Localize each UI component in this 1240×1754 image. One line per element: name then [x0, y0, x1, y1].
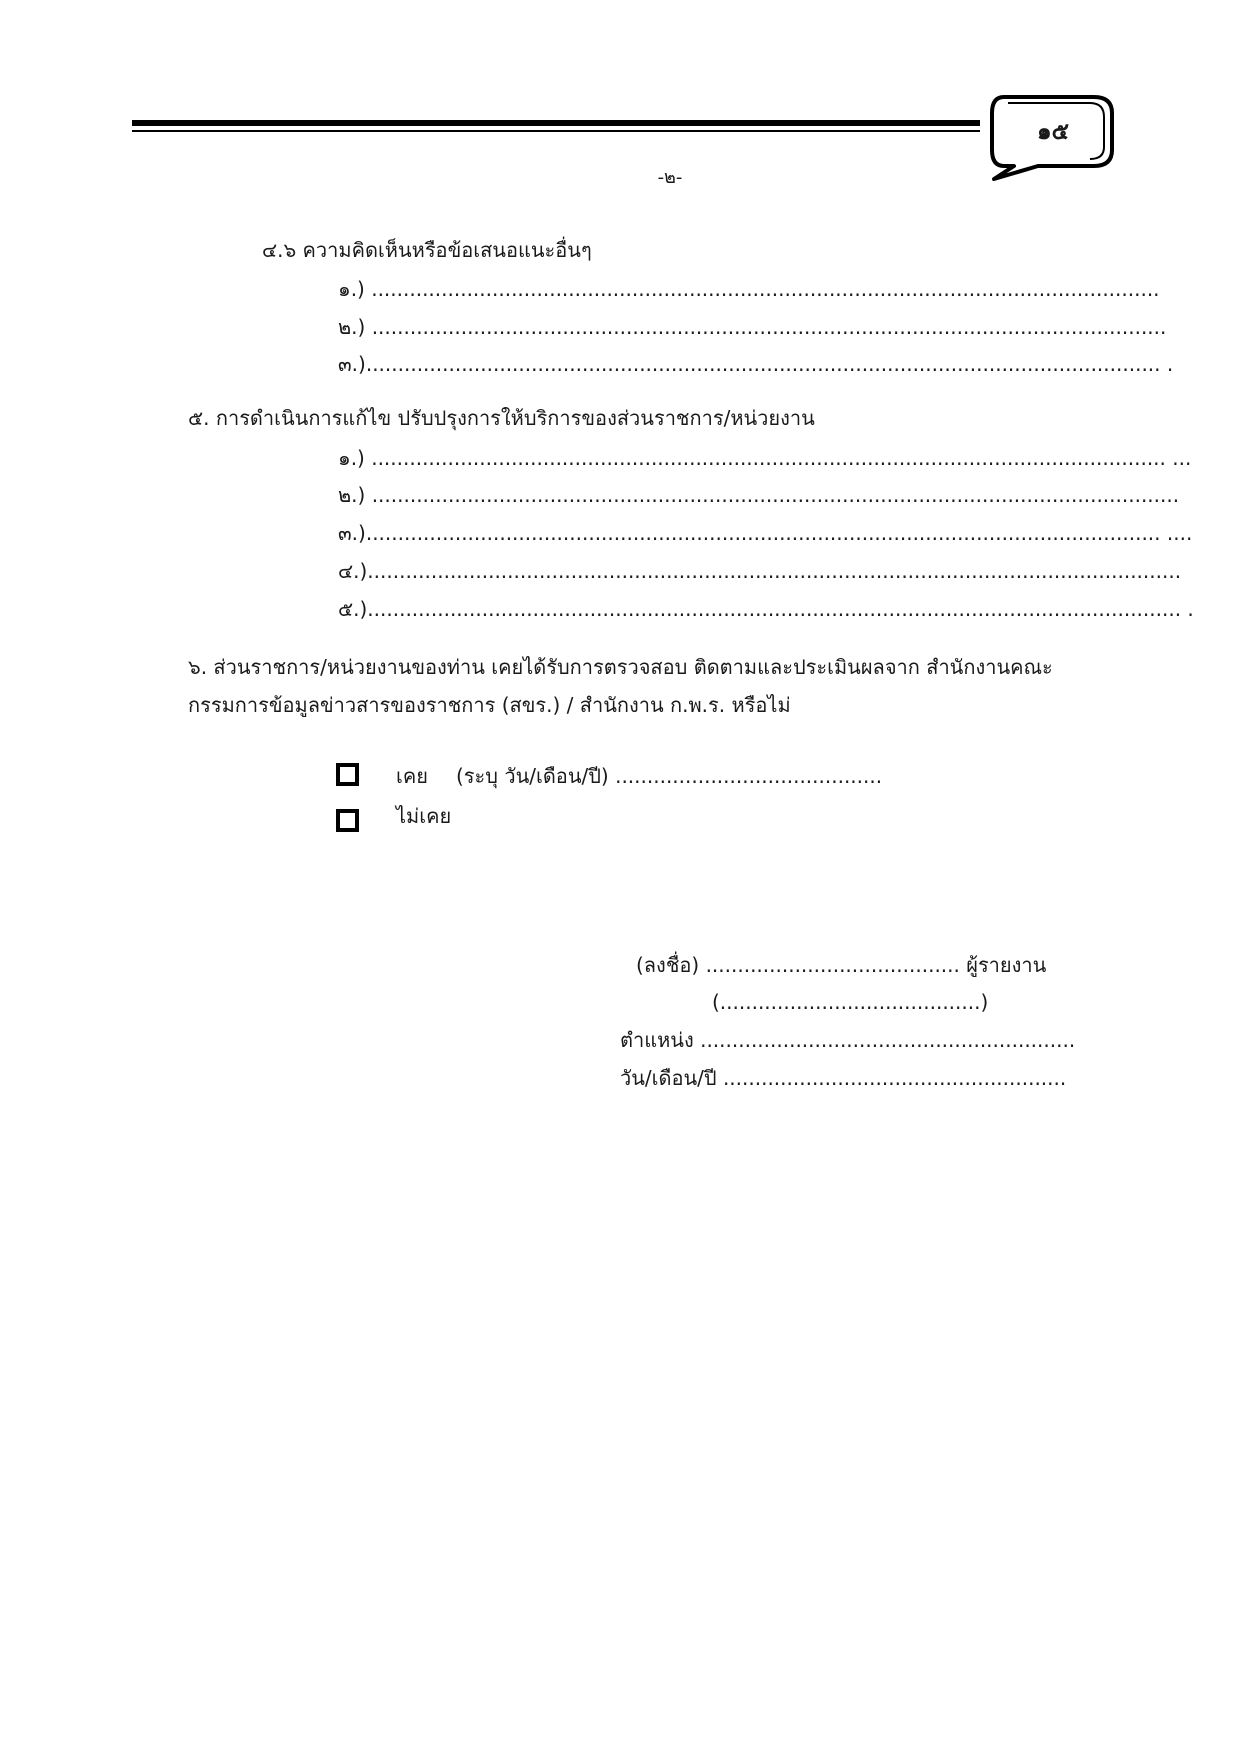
list-item: ๒.) ............................................................................................................................. — [338, 315, 1167, 339]
list-item: ๓.)............................................................................................................................. . — [338, 352, 1174, 376]
signature-name-line: (.........................................) — [712, 990, 989, 1014]
option-yes-detail: (ระบุ วัน/เดือน/ปี) .......................................... — [456, 764, 883, 788]
page-badge: ๑๕ — [1036, 119, 1069, 145]
list-item: ๑.) ............................................................................................................................ — [338, 277, 1160, 301]
checkbox-yes[interactable] — [336, 763, 359, 786]
section-4-6-heading: ๔.๖ ความคิดเห็นหรือข้อเสนอแนะอื่นๆ — [262, 238, 592, 262]
section-5-heading: ๕. การดำเนินการแก้ไข ปรับปรุงการให้บริการของส่วนราชการ/หน่วยงาน — [188, 406, 815, 430]
list-item: ๔.)................................................................................................................................ — [338, 559, 1182, 583]
header-rule-thin — [132, 130, 980, 132]
list-item: ๒.) ............................................................................................................................... — [338, 483, 1180, 507]
section-6-question: ๖. ส่วนราชการ/หน่วยงานของท่าน เคยได้รับการตรวจสอบ ติดตามและประเมินผลจาก สำนักงานคณะกรรมการข้อมูลข่าวสารของราชการ (สขร.) / สำนักงาน ก.พ.ร. หรือไม่ — [188, 655, 1053, 717]
option-yes-label: เคย — [396, 764, 428, 788]
list-item: ๓.)............................................................................................................................. .... — [338, 521, 1193, 545]
list-item: ๕.)................................................................................................................................ . — [338, 597, 1194, 621]
page-number: -๒- — [657, 167, 683, 188]
signature-date-line: วัน/เดือน/ปี ...................................................... — [620, 1066, 1067, 1090]
list-item: ๑.) ............................................................................................................................. ... — [338, 446, 1192, 470]
header-rule-thick — [132, 120, 980, 126]
signature-position-line: ตำแหน่ง ........................................................... — [620, 1028, 1076, 1052]
option-no-label: ไม่เคย — [396, 804, 452, 828]
checkbox-no[interactable] — [336, 809, 359, 832]
signature-line: (ลงชื่อ) ........................................ ผู้รายงาน — [636, 953, 1047, 977]
